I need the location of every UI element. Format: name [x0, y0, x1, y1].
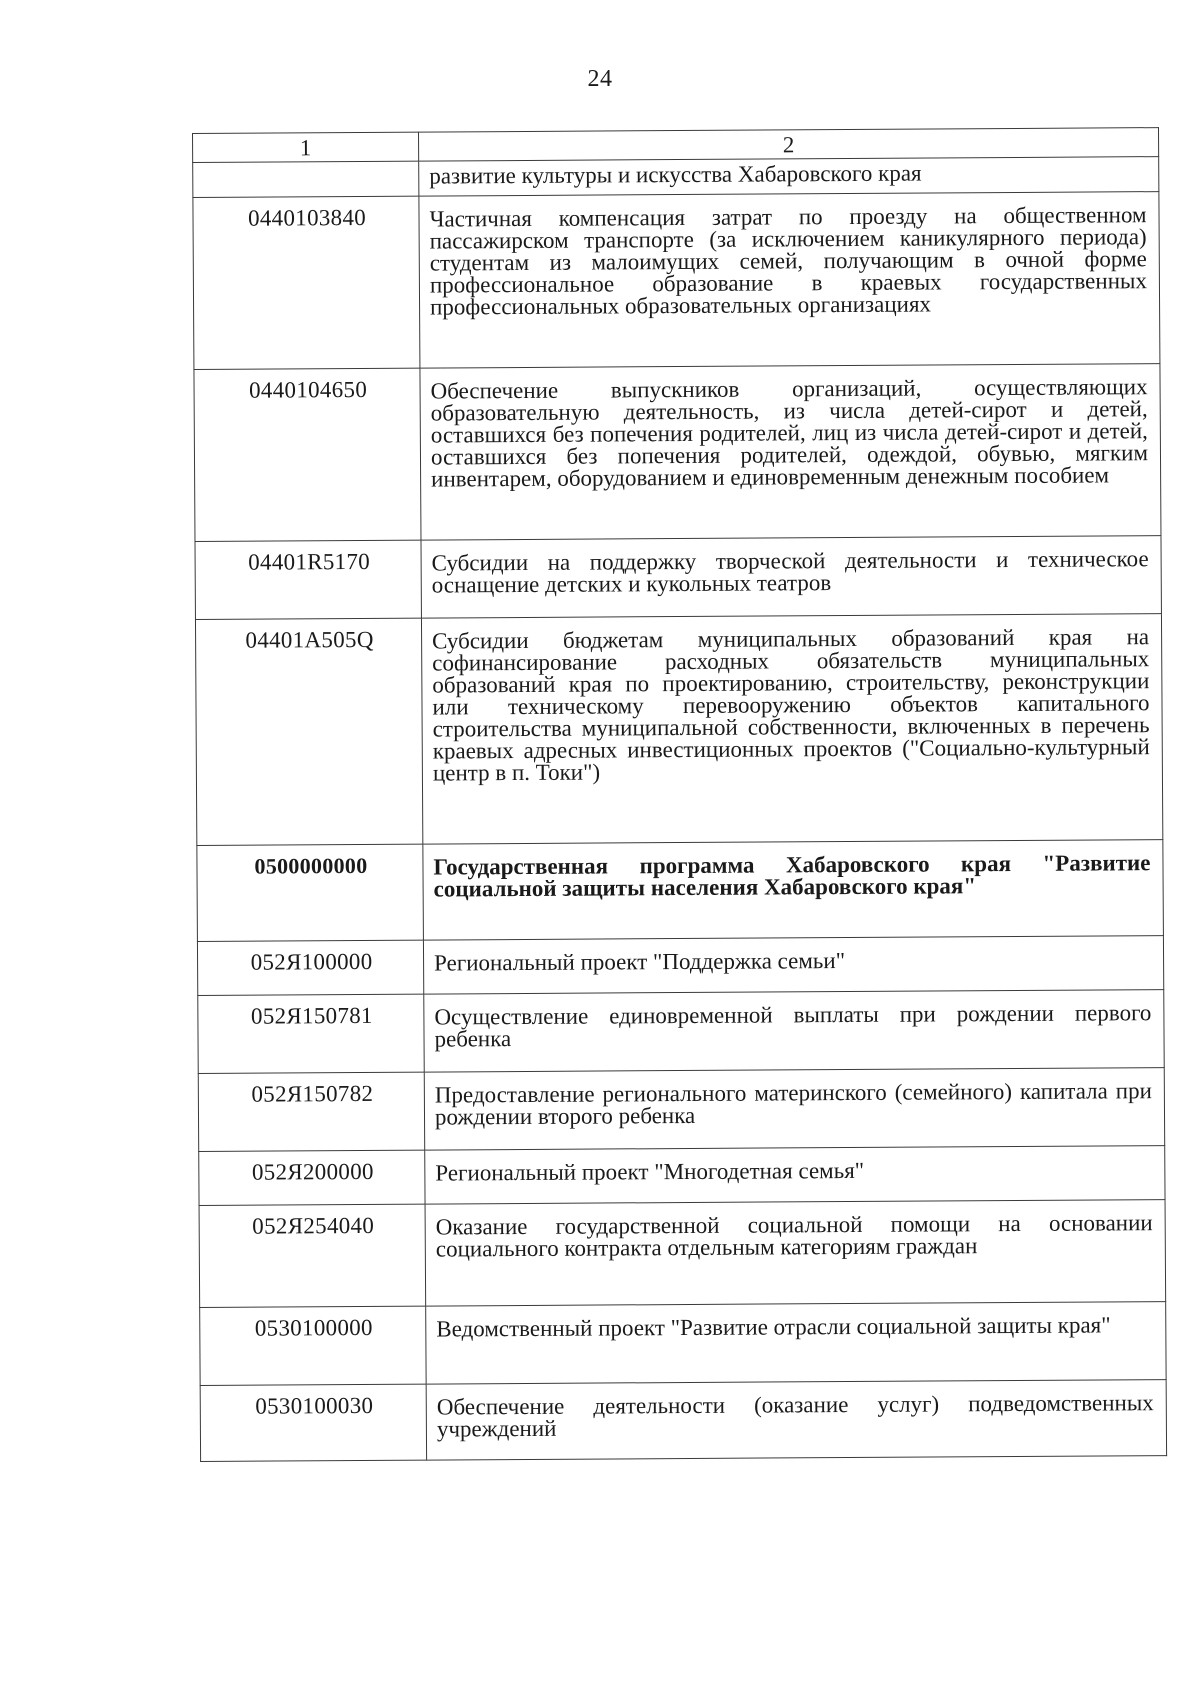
- column-header-code: 1: [193, 132, 419, 162]
- row-description: Предоставление регионального материнского (семейного) капитала при рождении второго ребенка: [424, 1068, 1164, 1151]
- page-number: 24: [587, 66, 613, 92]
- column-header-description: 2: [418, 128, 1158, 162]
- row-code: 0530100030: [200, 1384, 426, 1461]
- table-row: [200, 1302, 1166, 1386]
- row-code: [193, 161, 419, 197]
- table-row: [198, 990, 1164, 1074]
- row-description: Региональный проект "Поддержка семьи": [423, 936, 1163, 995]
- row-code: 052Я254040: [199, 1204, 426, 1307]
- row-code: 052Я100000: [197, 940, 423, 995]
- row-code: 04401R5170: [195, 540, 421, 619]
- row-description: Обеспечение деятельности (оказание услуг) подведомственных учреждений: [426, 1380, 1166, 1461]
- row-code: 0440104650: [194, 368, 421, 541]
- table-row: [198, 1068, 1164, 1152]
- table-row: [200, 1380, 1166, 1462]
- row-code: 052Я150782: [198, 1072, 424, 1151]
- row-description: Субсидии на поддержку творческой деятельности и техническое оснащение детских и кукольных театров: [421, 536, 1161, 619]
- table-row: [195, 536, 1161, 620]
- table-row: [197, 840, 1164, 942]
- table-row: [193, 192, 1160, 370]
- row-code: 052Я150781: [198, 994, 424, 1073]
- row-code: 0440103840: [193, 196, 420, 369]
- table-row: [197, 936, 1163, 996]
- row-code: 04401A505Q: [195, 618, 422, 845]
- row-code: 052Я200000: [199, 1150, 425, 1205]
- row-description: Государственная программа Хабаровского края "Развитие социальной защиты населения Хабаровского края": [423, 840, 1164, 941]
- table-row: [199, 1146, 1165, 1206]
- table-row: [195, 614, 1162, 846]
- row-description: Обеспечение выпускников организаций, осуществляющих образовательную деятельность, из числа детей-сирот и детей, оставшихся без попечения родителей, лиц из числа детей-сирот и детей, оставшихся без попечения родителей, одеждой, обувью, мягким инвентарем, оборудованием и единовременным денежным пособием: [420, 364, 1161, 541]
- row-description: Региональный проект "Многодетная семья": [425, 1146, 1165, 1205]
- row-description: Осуществление единовременной выплаты при рождении первого ребенка: [424, 990, 1164, 1073]
- row-description: Ведомственный проект "Развитие отрасли социальной защиты края": [426, 1302, 1166, 1385]
- row-description: Оказание государственной социальной помощи на основании социального контракта отдельным категориям граждан: [425, 1200, 1166, 1307]
- table-row: [194, 364, 1161, 542]
- table-row: [193, 157, 1159, 198]
- row-description: развитие культуры и искусства Хабаровского края: [419, 157, 1159, 197]
- budget-code-table: [192, 127, 1167, 1462]
- row-description: Частичная компенсация затрат по проезду на общественном пассажирском транспорте (за исключением каникулярного периода) студентам из малоимущих семей, получающим в очной форме профессиональное образование в краевых государственных профессиональных образовательных организациях: [419, 192, 1160, 369]
- row-description: Субсидии бюджетам муниципальных образований края на софинансирование расходных обязательств муниципальных образований края по проектированию, строительству, реконструкции или техническому перевооружению объектов капитального строительства муниципальной собственности, включенных в перечень краевых адресных инвестиционных проектов ("Социально-культурный центр в п. Токи"): [421, 614, 1162, 845]
- row-code: 0530100000: [200, 1306, 426, 1385]
- table-row: [199, 1200, 1166, 1308]
- row-code: 0500000000: [197, 844, 424, 941]
